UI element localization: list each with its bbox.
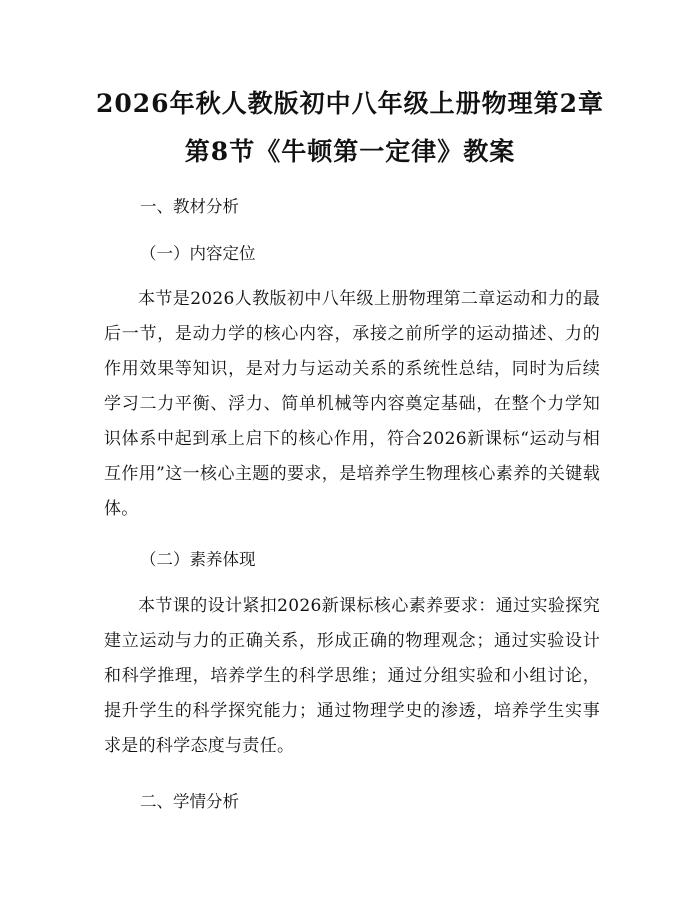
document-title-line-2: 第8节《牛顿第一定律》教案 xyxy=(184,137,516,166)
subsection-heading-literacy: （二）素养体现 xyxy=(140,550,256,569)
section-heading-student-analysis: 二、学情分析 xyxy=(140,792,239,811)
subsection-heading-content-positioning: （一）内容定位 xyxy=(140,244,256,263)
section-heading-textbook-analysis: 一、教材分析 xyxy=(140,197,239,216)
document-title-line-1: 2026年秋人教版初中八年级上册物理第2章 xyxy=(96,89,604,118)
paragraph-literacy: 本节课的设计紧扣2026新课标核心素养要求：通过实验探究建立运动与力的正确关系，形成正确的物理观念；通过实验设计和科学推理，培养学生的科学思维；通过分组实验和小组讨论，提升学生的科学探究能力；通过物理学史的渗透，培养学生实事求是的科学态度与责任。 xyxy=(104,596,600,756)
paragraph-content-positioning: 本节是2026人教版初中八年级上册物理第二章运动和力的最后一节，是动力学的核心内容，承接之前所学的运动描述、力的作用效果等知识，是对力与运动关系的系统性总结，同时为后续学习二力平衡、浮力、简单机械等内容奠定基础，在整个力学知识体系中起到承上启下的核心作用，符合2026新课标“运动与相互作用”这一核心主题的要求，是培养学生物理核心素养的关键载体。 xyxy=(104,289,600,519)
